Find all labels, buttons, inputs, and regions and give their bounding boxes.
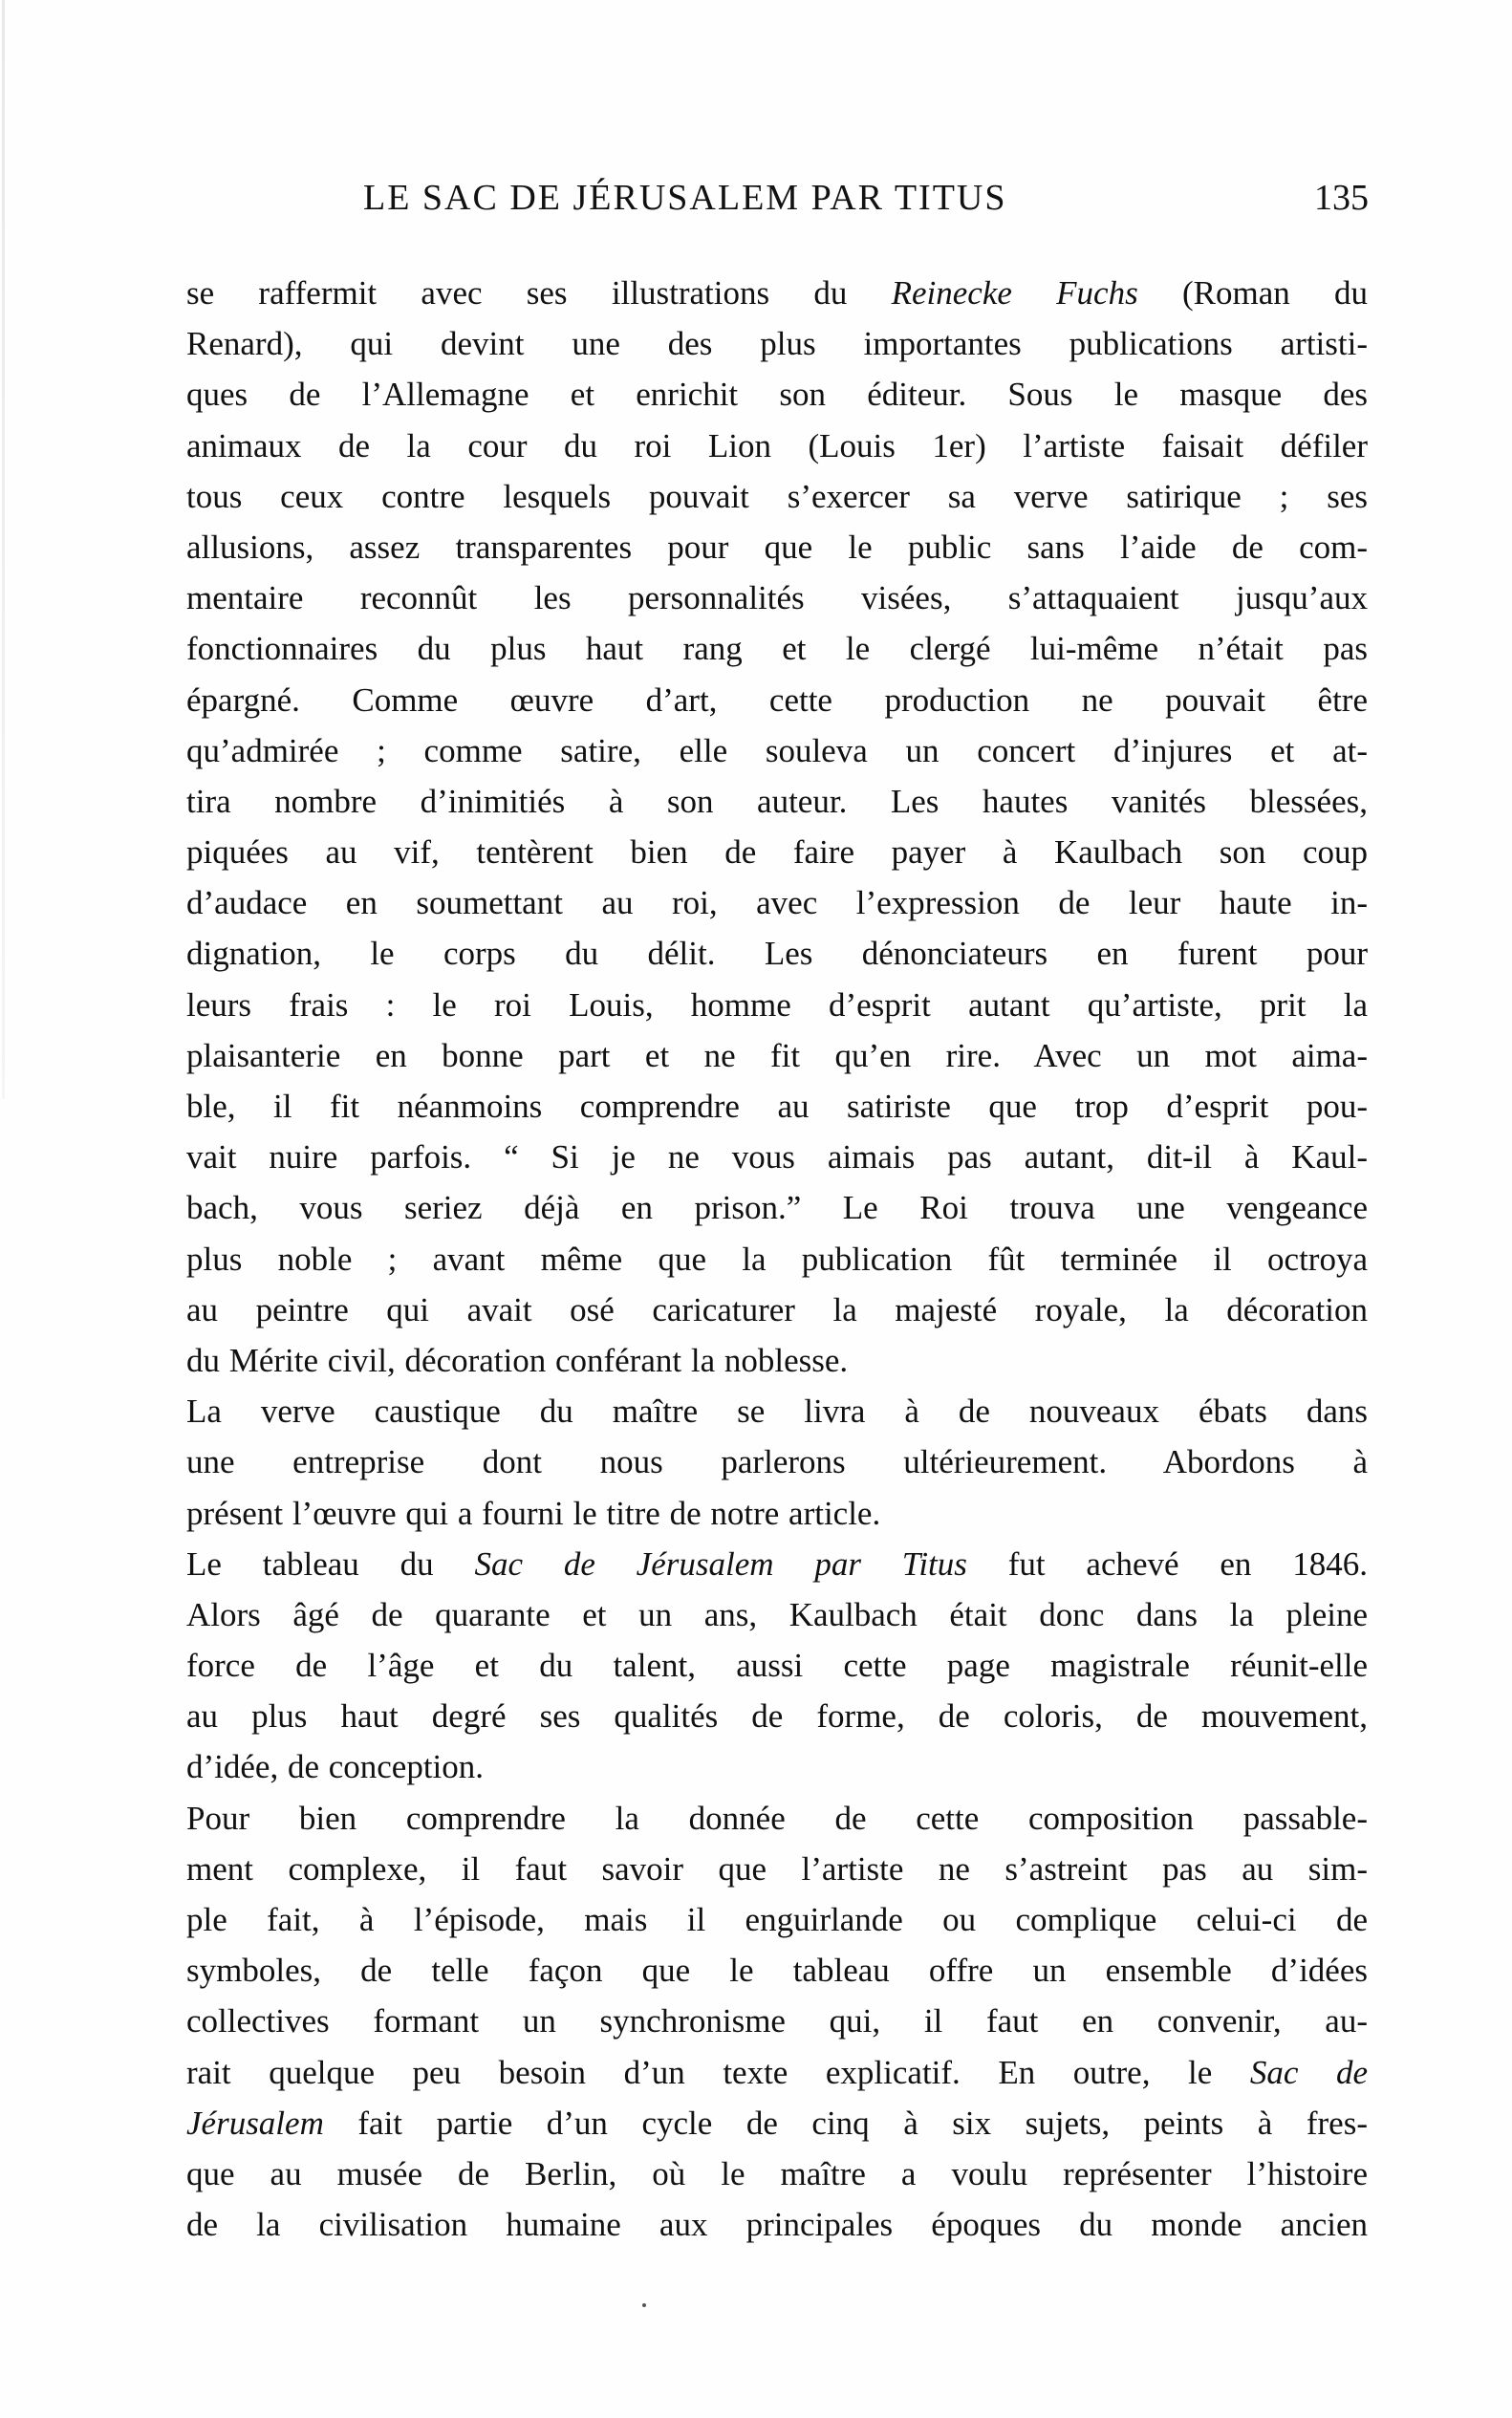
text-line [186, 1691, 1368, 1741]
text-segment: dignation, le corps du délit. Les dénonciateurs en furent pour [186, 935, 1368, 973]
text-line [186, 2047, 1368, 2098]
text-line [186, 980, 1368, 1030]
text-line [186, 1436, 1368, 1487]
text-segment: présent l’œuvre qui a fourni le titre de notre article. [186, 1494, 881, 1532]
text-segment: bach, vous seriez déjà en prison.” Le Roi trouva une vengeance [186, 1189, 1368, 1227]
text-segment: (Roman du [1137, 274, 1368, 312]
italic-title: Reinecke Fuchs [891, 274, 1138, 312]
text-line [186, 369, 1368, 420]
text-segment: épargné. Comme œuvre d’art, cette production ne pouvait être [186, 680, 1368, 719]
text-line [186, 776, 1368, 827]
text-line [186, 827, 1368, 877]
text-segment: animaux de la cour du roi Lion (Louis 1er) l’artiste faisait défiler [186, 426, 1368, 464]
text-segment: allusions, assez transparentes pour que le public sans l’aide de com- [186, 528, 1368, 566]
text-line [186, 1182, 1368, 1233]
text-line [186, 1996, 1368, 2046]
text-segment: d’audace en soumettant au roi, avec l’expression de leur haute in- [186, 884, 1368, 922]
text-segment: au plus haut degré ses qualités de forme, de coloris, de mouvement, [186, 1697, 1368, 1736]
text-line [186, 1285, 1368, 1335]
text-segment: du Mérite civil, décoration conférant la noblesse. [186, 1341, 849, 1379]
text-segment: ment complexe, il faut savoir que l’artiste ne s’astreint pas au sim- [186, 1849, 1368, 1888]
text-line [186, 1640, 1368, 1691]
text-line [186, 522, 1368, 572]
text-line [186, 1386, 1368, 1436]
text-segment: collectives formant un synchronisme qui, il faut en convenir, au- [186, 2002, 1368, 2040]
page-header [186, 177, 1369, 234]
text-segment: La verve caustique du maître se livra à de nouveaux ébats dans [186, 1393, 1368, 1431]
text-line [186, 2199, 1368, 2250]
italic-title: Sac de [1249, 2053, 1368, 2091]
text-segment: Pour bien comprendre la donnée de cette composition passable- [186, 1799, 1368, 1837]
text-segment: fonctionnaires du plus haut rang et le clergé lui-même n’était pas [186, 630, 1368, 668]
text-segment: force de l’âge et du talent, aussi cette page magistrale réunit-elle [186, 1647, 1368, 1685]
text-segment: de la civilisation humaine aux principales époques du monde ancien [186, 2206, 1368, 2244]
body-text [186, 268, 1368, 2250]
text-segment: vait nuire parfois. “ Si je ne vous aimais pas autant, dit-il à Kaul- [186, 1138, 1368, 1177]
text-segment: Le tableau du [186, 1544, 475, 1583]
text-line [186, 2098, 1368, 2148]
text-line [186, 471, 1368, 522]
text-line [186, 725, 1368, 776]
text-line [186, 1081, 1368, 1132]
text-segment: symboles, de telle façon que le tableau offre un ensemble d’idées [186, 1952, 1368, 1990]
text-line [186, 318, 1368, 369]
text-segment: ple fait, à l’épisode, mais il enguirlande ou complique celui-ci de [186, 1901, 1368, 1938]
text-line [186, 1741, 1368, 1792]
text-segment: mentaire reconnût les personnalités visées, s’attaquaient jusqu’aux [186, 579, 1368, 617]
text-segment: qu’admirée ; comme satire, elle souleva un concert d’injures et at- [186, 731, 1368, 769]
text-line [186, 1234, 1368, 1285]
text-segment: une entreprise dont nous parlerons ultérieurement. Abordons à [186, 1443, 1368, 1481]
text-line [186, 268, 1368, 318]
page-number: 135 [1314, 178, 1369, 218]
text-segment: piquées au vif, tentèrent bien de faire payer à Kaulbach son coup [186, 833, 1368, 872]
text-line [186, 1488, 1368, 1539]
text-line [186, 1335, 1368, 1386]
text-segment: ble, il fit néanmoins comprendre au satiriste que trop d’esprit pou- [186, 1088, 1368, 1125]
text-line [186, 1844, 1368, 1894]
text-segment: tous ceux contre lesquels pouvait s’exercer sa verve satirique ; ses [186, 477, 1368, 515]
text-segment: ques de l’Allemagne et enrichit son éditeur. Sous le masque des [186, 376, 1368, 414]
text-line [186, 1589, 1368, 1640]
text-line [186, 2148, 1368, 2199]
text-segment: leurs frais : le roi Louis, homme d’esprit autant qu’artiste, prit la [186, 985, 1368, 1024]
text-segment: Alors âgé de quarante et un ans, Kaulbach était donc dans la pleine [186, 1595, 1368, 1633]
italic-title: Jérusalem [186, 2104, 324, 2142]
text-line [186, 1030, 1368, 1081]
text-line [186, 675, 1368, 725]
text-segment: Renard), qui devint une des plus importantes publications artisti- [186, 325, 1368, 363]
text-line [186, 1793, 1368, 1844]
text-line [186, 1894, 1368, 1945]
text-segment: au peintre qui avait osé caricaturer la majesté royale, la décoration [186, 1290, 1368, 1328]
scan-speck [642, 2303, 646, 2307]
text-line [186, 877, 1368, 928]
text-line [186, 1539, 1368, 1589]
text-line [186, 1945, 1368, 1996]
scan-edge-shadow [2, 0, 5, 1099]
text-segment: fait partie d’un cycle de cinq à six sujets, peints à fres- [323, 2104, 1368, 2142]
text-segment: rait quelque peu besoin d’un texte explicatif. En outre, le [186, 2053, 1250, 2091]
text-segment: plaisanterie en bonne part et ne fit qu’en rire. Avec un mot aima- [186, 1036, 1368, 1074]
text-line [186, 623, 1368, 674]
text-segment: que au musée de Berlin, où le maître a voulu représenter l’histoire [186, 2154, 1368, 2192]
text-segment: se raffermit avec ses illustrations du [186, 274, 892, 312]
text-segment: d’idée, de conception. [186, 1748, 485, 1786]
text-segment: tira nombre d’inimitiés à son auteur. Les hautes vanités blessées, [186, 782, 1368, 820]
text-line [186, 928, 1368, 979]
text-line [186, 1132, 1368, 1182]
italic-title: Sac de Jérusalem par Titus [474, 1544, 967, 1583]
running-title: LE SAC DE JÉRUSALEM PAR TITUS [363, 178, 1007, 218]
text-segment: fut achevé en 1846. [966, 1544, 1369, 1583]
text-line [186, 421, 1368, 471]
text-line [186, 572, 1368, 623]
text-segment: plus noble ; avant même que la publication fût terminée il octroya [186, 1240, 1368, 1278]
